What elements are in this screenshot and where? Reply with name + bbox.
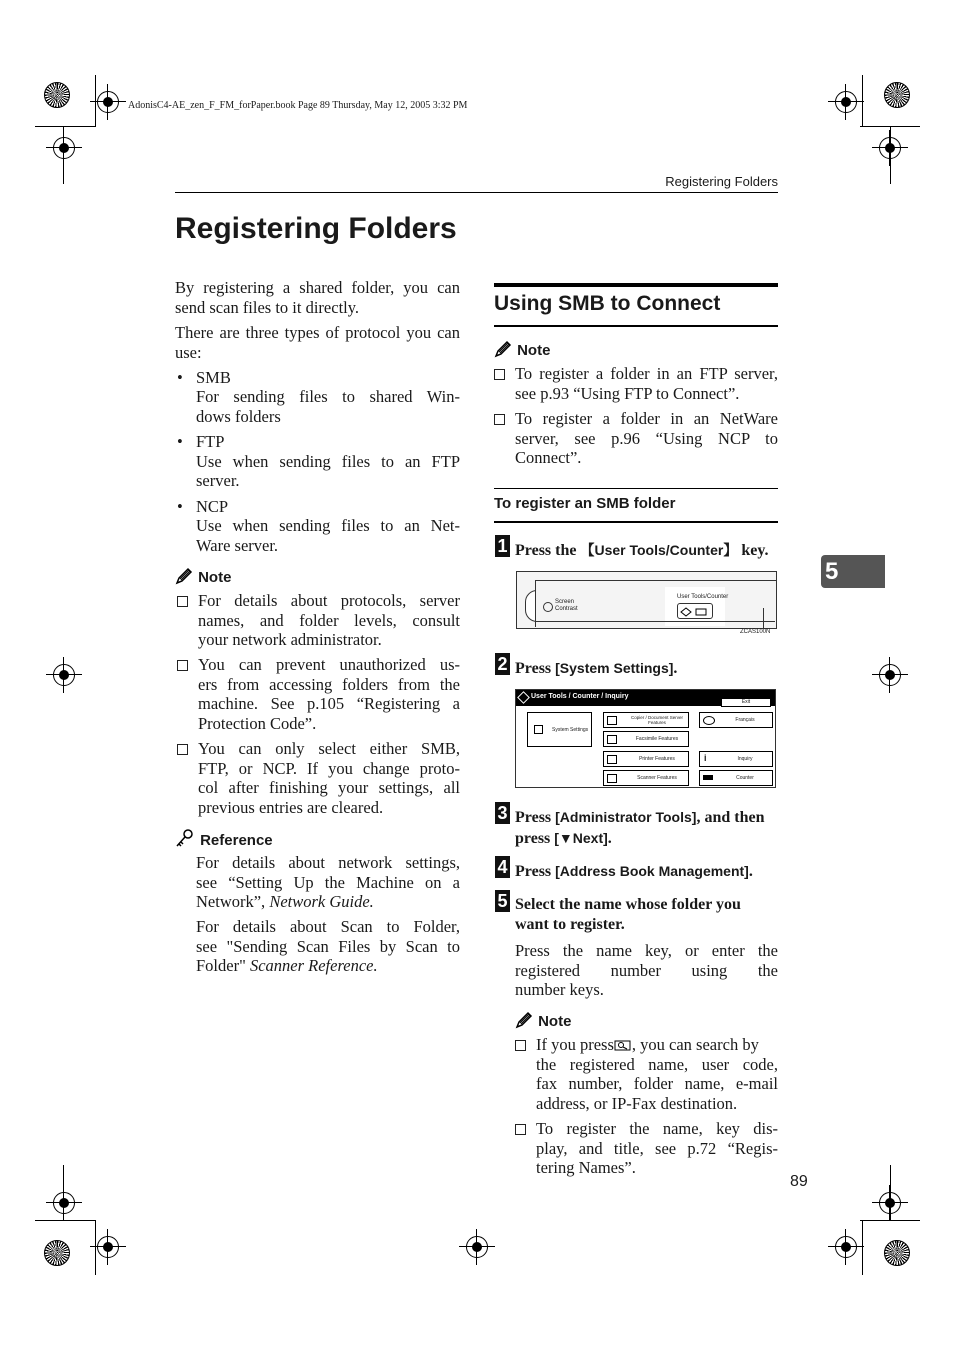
step-number: 3 — [495, 802, 510, 824]
screen-title: User Tools / Counter / Inquiry — [531, 693, 629, 700]
note-item: To register a folder in an NetWare server, see p.96 “Using NCP to Connect”. — [494, 409, 778, 468]
checkbox-icon — [515, 1040, 526, 1051]
bullet-desc: For sending files to shared Win- — [196, 387, 460, 406]
step-text: Press [System Settings]. — [515, 660, 678, 677]
header-rule — [175, 192, 778, 193]
step-text: Press [Administrator Tools], and then press [▼Next]. — [515, 809, 765, 847]
printer-features-button[interactable]: Printer Features — [603, 751, 689, 767]
note-title: Note — [538, 1013, 572, 1030]
language-icon — [703, 716, 715, 725]
reference-heading — [175, 828, 273, 849]
step-number: 4 — [495, 856, 510, 878]
crop-mark — [35, 1220, 95, 1221]
key-icon — [175, 828, 195, 848]
registration-mark-icon — [97, 91, 119, 113]
registration-star-icon — [884, 82, 910, 108]
subsection-title: To register an SMB folder — [494, 495, 676, 512]
counter-button[interactable]: Counter — [699, 770, 773, 786]
registration-mark-icon — [879, 137, 901, 159]
user-tools-icon — [678, 605, 712, 619]
note-heading — [175, 567, 231, 586]
note-item: To register the name, key dis- play, and title, see p.72 “Regis- tering Names”. — [515, 1119, 778, 1178]
bullet-dot: • — [177, 432, 183, 451]
pencil-icon — [175, 567, 193, 585]
note-item: You can only select either SMB, FTP, or NCP. If you change proto- col after finishing your settings, all previous entries are cleared. — [177, 739, 460, 817]
step-text: Press [Address Book Management]. — [515, 863, 753, 880]
control-panel-illustration — [516, 571, 777, 629]
page-number: 89 — [790, 1173, 808, 1190]
registration-mark-icon — [53, 137, 75, 159]
settings-icon — [534, 725, 543, 734]
section-rule-top — [494, 283, 778, 287]
checkbox-icon — [494, 414, 505, 425]
fax-icon — [607, 735, 617, 744]
crop-mark — [35, 126, 95, 127]
figure-caption: ZCAS100N — [740, 629, 771, 635]
info-icon: i — [704, 753, 707, 763]
section-title: Using SMB to Connect — [494, 292, 721, 315]
registration-mark-icon — [53, 664, 75, 686]
checkbox-icon — [515, 1124, 526, 1135]
registration-mark-icon — [879, 1192, 901, 1214]
step-number: 2 — [495, 653, 510, 675]
user-tools-icon — [517, 691, 530, 704]
scanner-features-button[interactable]: Scanner Features — [603, 770, 689, 786]
scanner-icon — [607, 774, 617, 783]
note-item: You can prevent unauthorized us- ers from accessing folders from the machine. See p.105 “Registering a Protection Code”. — [177, 655, 460, 733]
copier-icon — [607, 716, 617, 725]
reference-paragraph: For details about network settings, see “Setting Up the Machine on a Network”, Network Guide. — [196, 853, 460, 912]
note-title: Note — [198, 569, 232, 586]
copier-features-button[interactable]: Copier / Document Server Features — [603, 712, 689, 728]
checkbox-icon — [494, 369, 505, 380]
exit-button[interactable]: Exit — [721, 698, 771, 707]
subsection-rule-top — [494, 488, 778, 489]
note-item: To register a folder in an FTP server, see p.93 “Using FTP to Connect”. — [494, 364, 778, 403]
step-text: Press the 【User Tools/Counter】 key. — [515, 542, 769, 559]
bullet-desc: Use when sending files to an FTP — [196, 452, 460, 471]
checkbox-icon — [177, 596, 188, 607]
pencil-icon — [494, 340, 512, 358]
bullet-dot: • — [177, 368, 183, 387]
registration-star-icon — [44, 82, 70, 108]
note-title: Note — [517, 342, 551, 359]
note-item: For details about protocols, server names, and folder levels, consult your network administrator. — [177, 591, 460, 650]
intro-paragraph: There are three types of protocol you can use: — [175, 323, 460, 362]
registration-mark-icon — [835, 1236, 857, 1258]
step-number: 1 — [495, 535, 510, 557]
section-rule-bottom — [494, 325, 778, 327]
pencil-icon — [515, 1011, 533, 1029]
bullet-title: NCP — [196, 497, 229, 516]
screen-contrast-label: Screen Contrast — [555, 599, 578, 612]
page-title: Registering Folders — [175, 212, 457, 245]
contrast-icon — [543, 602, 553, 612]
registration-star-icon — [884, 1240, 910, 1266]
search-destination-icon — [614, 1039, 632, 1051]
bullet-title: SMB — [196, 368, 231, 387]
running-header: Registering Folders — [665, 174, 778, 189]
print-header: AdonisC4-AE_zen_F_FM_forPaper.book Page 89 Thursday, May 12, 2005 3:32 PM — [128, 100, 468, 111]
inquiry-button[interactable]: i Inquiry — [699, 751, 773, 767]
crop-mark — [95, 1220, 96, 1275]
user-tools-key-label: User Tools/Counter — [677, 594, 729, 600]
step-number: 5 — [495, 890, 510, 912]
note-heading — [515, 1011, 571, 1030]
crop-mark — [862, 1220, 863, 1275]
step-body: Press the name key, or enter the registered number using the number keys. — [515, 941, 778, 1000]
bullet-title: FTP — [196, 432, 225, 451]
facsimile-features-button[interactable]: Facsimile Features — [603, 731, 689, 747]
registration-star-icon — [44, 1240, 70, 1266]
system-settings-button[interactable]: System Settings — [527, 712, 592, 747]
step-text: Select the name whose folder you want to register. — [515, 896, 741, 933]
registration-mark-icon — [466, 1236, 488, 1258]
note-item: If you press , you can search by the registered name, user code, fax number, folder name, e-mail address, or IP-Fax destination. — [515, 1035, 778, 1113]
bullet-desc: server. — [196, 471, 240, 490]
registration-mark-icon — [835, 91, 857, 113]
registration-mark-icon — [53, 1192, 75, 1214]
bullet-desc: Use when sending files to an Net- — [196, 516, 460, 535]
bullet-desc: Ware server. — [196, 536, 279, 555]
user-tools-screen-illustration — [515, 689, 776, 788]
printer-icon — [607, 755, 617, 764]
reference-paragraph: For details about Scan to Folder, see "Sending Scan Files by Scan to Folder" Scanner Reference. — [196, 917, 460, 976]
checkbox-icon — [177, 744, 188, 755]
note-heading — [494, 340, 550, 359]
bullet-desc: dows folders — [196, 407, 281, 426]
user-tools-counter-key[interactable] — [677, 603, 713, 619]
checkbox-icon — [177, 660, 188, 671]
reference-title: Reference — [200, 832, 273, 849]
chapter-number: 5 — [825, 558, 839, 585]
registration-mark-icon — [97, 1236, 119, 1258]
registration-mark-icon — [879, 664, 901, 686]
subsection-rule-bottom — [494, 521, 778, 523]
intro-paragraph: By registering a shared folder, you can send scan files to it directly. — [175, 278, 460, 317]
bullet-dot: • — [177, 497, 183, 516]
chapter-tab — [821, 555, 885, 588]
language-button[interactable]: Français — [699, 712, 773, 728]
counter-icon — [703, 775, 713, 780]
